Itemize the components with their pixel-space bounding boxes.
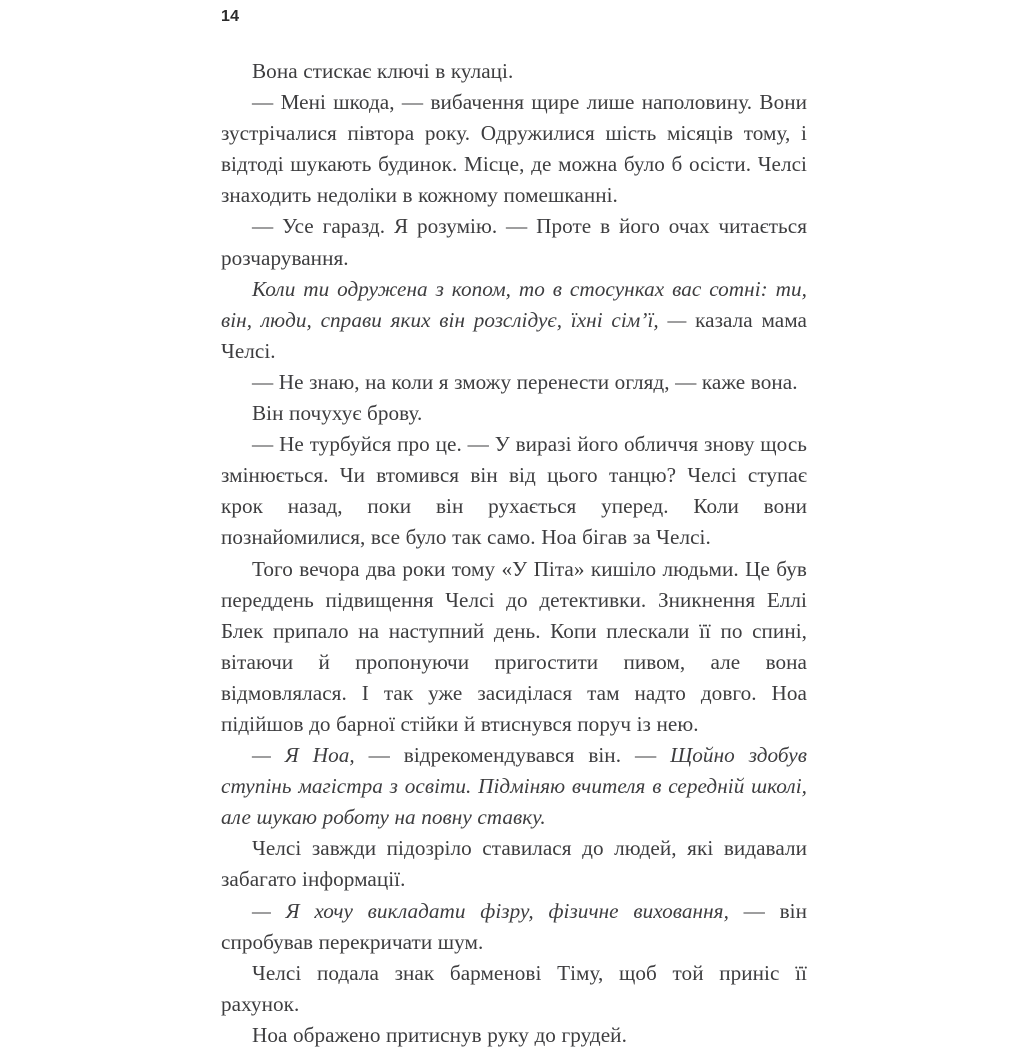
paragraph-dialogue-noah xyxy=(221,740,807,833)
paragraph: — Усе гаразд. Я розумію. — Проте в його очах читається розчарування. xyxy=(221,214,807,270)
body-text-block xyxy=(221,56,807,1051)
paragraph: — Не знаю, на коли я зможу перенести огляд, — каже вона. xyxy=(252,369,798,394)
dialogue-italic-close: Щойно здобув ступінь магістра з освіти. Підміняю вчителя в середній школі, але шукаю роботу на повну ставку. xyxy=(221,743,808,830)
paragraph: Челсі подала знак барменові Тіму, щоб той приніс її рахунок. xyxy=(221,960,807,1016)
paragraph: Челсі завжди підозріло ставилася до людей, які видавали забагато інформації. xyxy=(221,836,807,892)
quote-attribution-text: казала мама Челсі. xyxy=(221,307,807,363)
paragraph: — Не турбуйся про це. — У виразі його обличчя знову щось змінюється. Чи втомився він від цього танцю? Челсі ступає крок назад, поки він рухається уперед. Коли вони познайомилися, все було так само. Ноа бігав за Челсі. xyxy=(221,432,807,550)
paragraph-dialogue-pe xyxy=(221,896,807,958)
paragraph: Вона стискає ключі в кулаці. xyxy=(252,59,514,83)
dialogue-narration: — він спробував перекричати шум. xyxy=(221,898,807,954)
paragraph: Він почухує брову. xyxy=(252,401,423,426)
quote-italic-text: Коли ти одружена з копом, то в стосунках вас сотні: ти, він, люди, справи яких він розслідує, їхні сім’ї, — xyxy=(221,276,807,332)
paragraph: Ноа ображено притиснув руку до грудей. xyxy=(252,1022,627,1047)
paragraph: — Мені шкода, — вибачення щире лише наполовину. Вони зустрічалися півтора року. Одружилися шість місяців тому, і відтоді шукають будинок. Місце, де можна було б осісти. Челсі знаходить недоліки в кожному помешканні. xyxy=(221,90,807,208)
paragraph-quote-mother xyxy=(221,274,807,367)
dialogue-italic-open: — Я Ноа, xyxy=(252,743,369,768)
page-number: 14 xyxy=(221,8,240,25)
paragraph: Того вечора два роки тому «У Піта» кишіло людьми. Це був переддень підвищення Челсі до детективки. Зникнення Еллі Блек припало на наступний день. Копи плескали її по спині, вітаючи й пропонуючи пригостити пивом, але вона відмовлялася. І так уже засиділася там надто довго. Ноа підійшов до барної стійки й втиснувся поруч із нею. xyxy=(221,556,807,736)
dialogue-narration: — відрекомендувався він. — xyxy=(368,743,671,768)
dialogue-italic-open: — Я хочу викладати фізру, фізичне виховання, xyxy=(252,898,744,923)
